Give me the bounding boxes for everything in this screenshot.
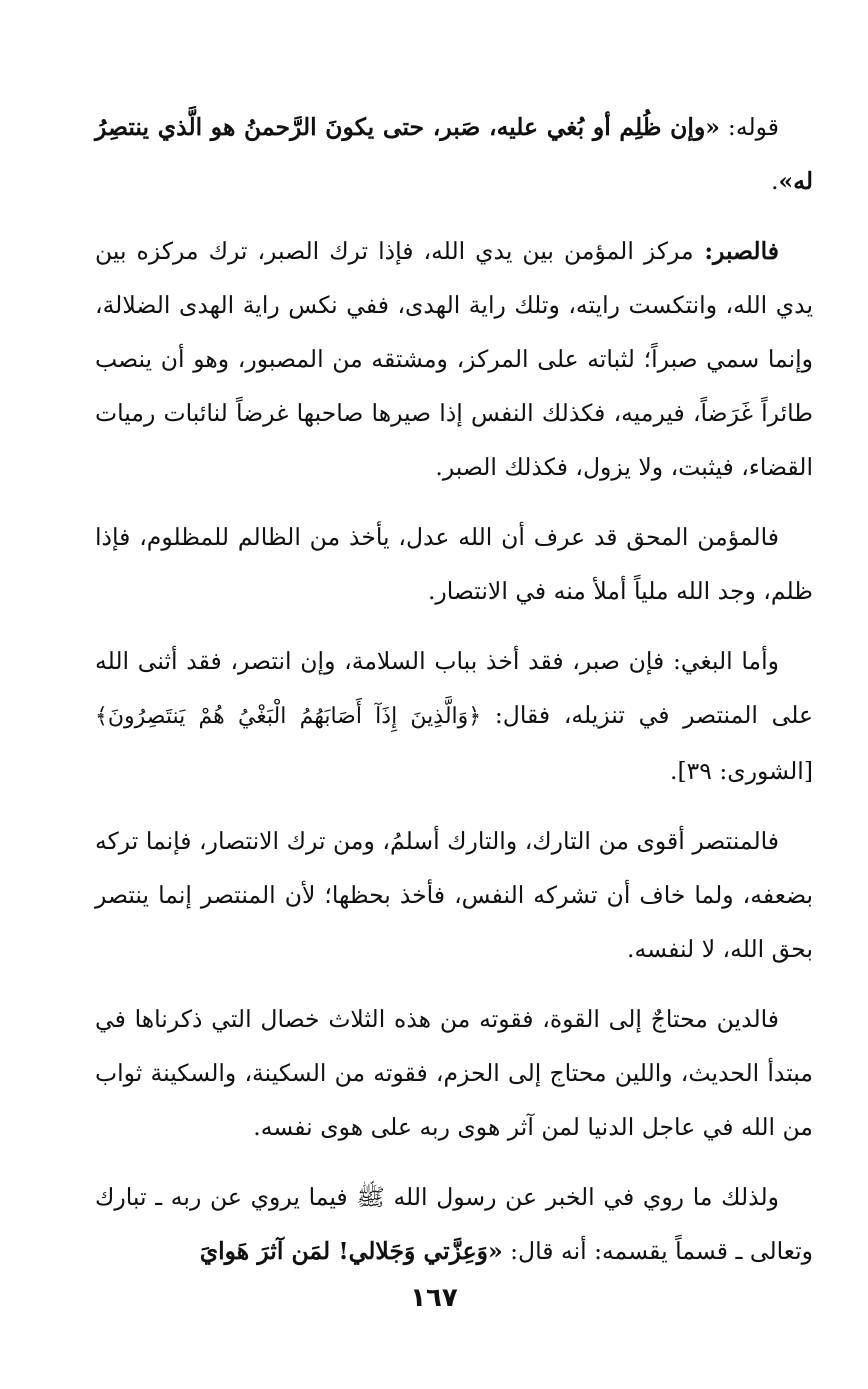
paragraph-5-text: فالمنتصر أقوى من التارك، والتارك أسلمُ، ومن ترك الانتصار، فإنما تركه بضعفه، ولما خاف أن تشركه النفس، فأخذ بحظها؛ لأن المنتصر إنما ينتصر بحق الله، لا لنفسه. xyxy=(95,827,813,963)
paragraph-6 xyxy=(95,992,813,1154)
paragraph-4 xyxy=(95,634,813,798)
page-body xyxy=(95,100,813,1294)
paragraph-1-lead: قوله: xyxy=(719,113,779,141)
paragraph-4-text: وأما البغي: فإن صبر، فقد أخذ بباب السلامة، وإن انتصر، فقد أثنى الله على المنتصر في تنزيله، فقال: xyxy=(95,647,813,729)
paragraph-1-end: . xyxy=(771,167,779,195)
paragraph-1 xyxy=(95,100,813,208)
paragraph-2-text: مركز المؤمن بين يدي الله، فإذا ترك الصبر، ترك مركزه بين يدي الله، وانتكست رايته، وتلك راية الهدى، ففي نكس راية الهدى الضلالة، وإنما سمي صبراً؛ لثباته على المركز، ومشتقه من المصبور، وهو أن ينصب طائراً غَرَضاً، فيرميه، فكذلك النفس إذا صيرها صاحبها غرضاً لنائبات رميات القضاء، فيثبت، ولا يزول، فكذلك الصبر. xyxy=(95,237,813,481)
paragraph-2 xyxy=(95,224,813,494)
paragraph-6-text: فالدين محتاجٌ إلى القوة، فقوته من هذه الثلاث خصال التي ذكرناها في مبتدأ الحديث، واللين محتاج إلى الحزم، فقوته من السكينة، والسكينة ثواب من الله في عاجل الدنيا لمن آثر هوى ربه على هوى نفسه. xyxy=(95,1005,813,1141)
paragraph-2-lead: فالصبر: xyxy=(693,237,779,265)
quran-reference: [الشورى: ٣٩]. xyxy=(670,757,813,785)
quran-verse: ﴿وَالَّذِينَ إِذَآ أَصَابَهُمُ الْبَغْيُ هُمْ يَنتَصِرُونَ﴾ xyxy=(95,704,482,729)
paragraph-1-hadith-quote: «وإن ظُلِم أو بُغي عليه، صَبر، حتى يكونَ الرَّحمنُ هو الَّذي ينتصِرُ له» xyxy=(95,113,813,195)
paragraph-7-text: ولذلك ما روي في الخبر عن رسول الله ﷺ فيما يروي عن ربه ـ تبارك وتعالى ـ قسماً يقسمه: أنه قال: xyxy=(95,1183,813,1265)
paragraph-5 xyxy=(95,814,813,976)
paragraph-7-hadith-quote: «وَعِزَّتي وَجَلالي! لمَن آثرَ هَوايَ xyxy=(199,1237,503,1265)
paragraph-7 xyxy=(95,1170,813,1278)
paragraph-3 xyxy=(95,510,813,618)
page-number: ١٦٧ xyxy=(410,1283,458,1313)
paragraph-3-text: فالمؤمن المحق قد عرف أن الله عدل، يأخذ من الظالم للمظلوم، فإذا ظلم، وجد الله ملياً أملأ منه في الانتصار. xyxy=(95,523,813,605)
